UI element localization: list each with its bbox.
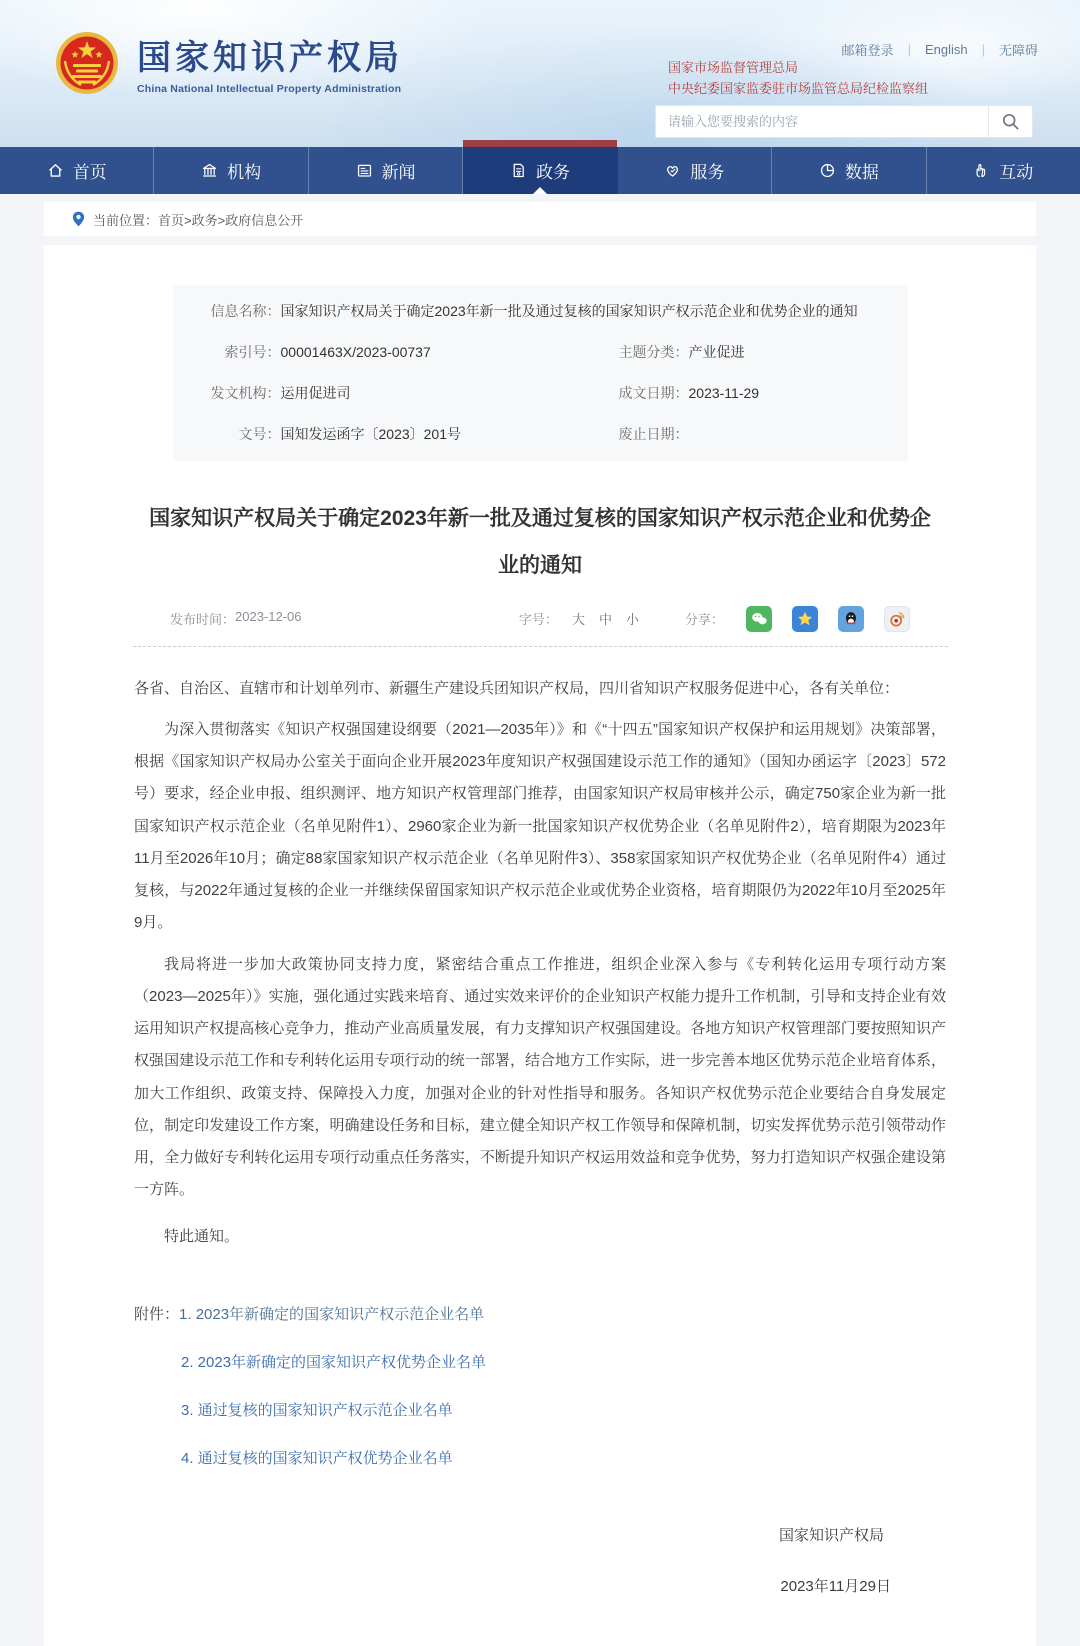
- divider: |: [907, 42, 911, 57]
- nav-label: 服务: [690, 163, 725, 182]
- search-bar: [655, 105, 1033, 138]
- meta-label: 索引号：: [224, 344, 281, 360]
- attachment-link-2[interactable]: 2. 2023年新确定的国家知识产权优势企业名单: [181, 1353, 487, 1371]
- signature-org: 国家知识产权局: [778, 1526, 884, 1544]
- meta-value: 国家知识产权局关于确定2023年新一批及通过复核的国家知识产权示范企业和优势企业的通知: [280, 303, 858, 319]
- samr-link[interactable]: 国家市场监督管理总局: [668, 60, 799, 75]
- share-label: 分享：: [684, 612, 724, 627]
- publish-time-label: 发布时间：: [170, 612, 236, 627]
- nav-label: 机构: [227, 163, 262, 182]
- nav-item-org[interactable]: [154, 147, 308, 194]
- breadcrumb: [44, 202, 1036, 236]
- nav-label: 数据: [844, 163, 879, 182]
- main-nav: [0, 147, 1080, 194]
- body-paragraph-2: 我局将进一步加大政策协同支持力度，紧密结合重点工作推进，组织企业深入参与《专利转化运用专项行动方案（2023—2025年）》实施，强化通过实践来培育、通过实效来评价的企业知识产权能力提升工作机制，引导和支持企业有效运用知识产权提高核心竞争力，推动产业高质量发展，有力支撑知识产权强国建设。各地方知识产权管理部门要按照知识产权强国建设示范工作和专利转化运用专项行动的统一部署，结合地方工作实际，进一步完善本地区优势示范企业培育体系，加大工作组织、政策支持、保障投入力度，加强对企业的针对性指导和服务。各知识产权优势示范企业要结合自身发展定位，制定印发建设工作方案，明确建设任务和目标，建立健全知识产权工作领导和保障机制，切实发挥优势示范引领带动作用，全力做好专利转化运用专项行动重点任务落实，不断提升知识产权运用效益和竞争优势，努力打造知识产权强企建设第一方阵。: [134, 955, 946, 1199]
- meta-label: 信息名称：: [210, 303, 281, 319]
- meta-label: 发文机构：: [210, 385, 281, 401]
- meta-label: 主题分类：: [618, 344, 689, 360]
- meta-value: 运用促进司: [280, 385, 351, 401]
- table-row: [173, 332, 908, 373]
- bank-icon: [201, 162, 218, 179]
- site-name-en: China National Intellectual Property Administration: [137, 83, 402, 95]
- nav-item-services[interactable]: [618, 147, 772, 194]
- article-meta-row: [170, 606, 910, 632]
- font-size-label: 字号：: [518, 612, 558, 627]
- search-input[interactable]: [656, 106, 988, 137]
- nav-label: 首页: [72, 163, 107, 182]
- hand-pointer-icon: [973, 162, 990, 179]
- nav-item-gov-affairs[interactable]: [463, 147, 617, 194]
- search-icon: [1002, 113, 1019, 130]
- body-paragraph-1: 为深入贯彻落实《知识产权强国建设纲要（2021—2035年）》和《“十四五”国家知识产权保护和运用规划》决策部署，根据《国家知识产权局办公室关于面向企业开展2023年度知识产权强国建设示范工作的通知》（国知办函运字〔2023〕572号）要求，经企业申报、组织测评、地方知识产权管理部门推荐，由国家知识产权局审核并公示，确定750家企业为新一批国家知识产权示范企业（名单见附件1）、2960家企业为新一批国家知识产权优势企业（名单见附件2），培育期限为2023年11月至2026年10月；确定88家国家知识产权示范企业（名单见附件3）、358家国家知识产权优势企业（名单见附件4）通过复核，与2022年通过复核的企业一并继续保留国家知识产权示范企业或优势企业资格，培育期限仍为2022年10月至2025年9月。: [134, 720, 947, 932]
- attachment-link-4[interactable]: 4. 通过复核的国家知识产权优势企业名单: [181, 1449, 453, 1467]
- article-body: [134, 673, 946, 1253]
- english-link[interactable]: English: [924, 42, 968, 57]
- nav-item-home[interactable]: [0, 147, 154, 194]
- discipline-inspection-link[interactable]: 中央纪委国家监委驻市场监管总局纪检监察组: [668, 81, 929, 97]
- search-button[interactable]: [988, 106, 1032, 137]
- nav-item-data[interactable]: [772, 147, 926, 194]
- related-agency-links: [668, 57, 928, 100]
- signature-block: [134, 1524, 946, 1596]
- signature-date: 2023年11月29日: [780, 1577, 891, 1595]
- content-card: [44, 245, 1036, 1646]
- weibo-share-icon[interactable]: [884, 606, 910, 632]
- attachments-section: [134, 1303, 946, 1468]
- meta-value: 产业促进: [688, 344, 745, 360]
- nav-label: 互动: [999, 163, 1034, 182]
- document-icon: [510, 162, 527, 179]
- meta-label: 成文日期：: [618, 385, 689, 401]
- closing-line: 特此通知。: [164, 1227, 240, 1245]
- table-row: [173, 291, 908, 332]
- nav-item-news[interactable]: [309, 147, 463, 194]
- dashed-divider: [133, 646, 948, 647]
- page-title: 国家知识产权局关于确定2023年新一批及通过复核的国家知识产权示范企业和优势企业的通知: [149, 507, 931, 578]
- font-size-large-button[interactable]: 大: [571, 612, 585, 627]
- mail-login-link[interactable]: 邮箱登录: [841, 43, 894, 58]
- qq-share-icon[interactable]: [838, 606, 864, 632]
- table-row: [173, 373, 908, 414]
- site-banner: [0, 0, 1080, 147]
- site-logo[interactable]: [55, 30, 403, 95]
- meta-value: 2023-11-29: [688, 385, 760, 401]
- nav-item-interaction[interactable]: [927, 147, 1080, 194]
- news-icon: [356, 162, 373, 179]
- wechat-share-icon[interactable]: [746, 606, 772, 632]
- heart-service-icon: [664, 162, 681, 179]
- attachment-link-1[interactable]: 1. 2023年新确定的国家知识产权示范企业名单: [179, 1305, 485, 1323]
- share-icons: [734, 606, 910, 632]
- publish-time-value: 2023-12-06: [235, 609, 302, 624]
- qzone-share-icon[interactable]: [792, 606, 818, 632]
- nav-label: 政务: [535, 163, 570, 182]
- accessibility-link[interactable]: 无障碍: [998, 43, 1038, 58]
- nav-label: 新闻: [381, 163, 416, 182]
- table-row: [173, 414, 908, 455]
- meta-value: 国知发运函字〔2023〕201号: [280, 426, 462, 442]
- document-meta-table: [173, 285, 908, 461]
- home-icon: [47, 162, 64, 179]
- breadcrumb-label: 当前位置：: [93, 212, 159, 228]
- site-name: 国家知识产权局: [137, 40, 403, 77]
- attachments-label: 附件：: [134, 1305, 180, 1323]
- meta-value: [689, 424, 697, 445]
- meta-label: 废止日期：: [618, 426, 689, 442]
- meta-label: 文号：: [238, 426, 281, 442]
- meta-value: 00001463X/2023-00737: [280, 344, 431, 360]
- location-pin-icon: [72, 211, 85, 227]
- national-emblem-icon: [55, 31, 119, 95]
- font-size-small-button[interactable]: 小: [625, 612, 639, 627]
- breadcrumb-path[interactable]: 首页>政务>政府信息公开: [158, 212, 304, 228]
- font-size-medium-button[interactable]: 中: [598, 612, 612, 627]
- pie-chart-icon: [819, 162, 836, 179]
- divider: |: [981, 42, 985, 57]
- greeting-paragraph: 各省、自治区、直辖市和计划单列市、新疆生产建设兵团知识产权局，四川省知识产权服务促进中心，各有关单位：: [134, 679, 900, 697]
- attachment-link-3[interactable]: 3. 通过复核的国家知识产权示范企业名单: [181, 1401, 453, 1419]
